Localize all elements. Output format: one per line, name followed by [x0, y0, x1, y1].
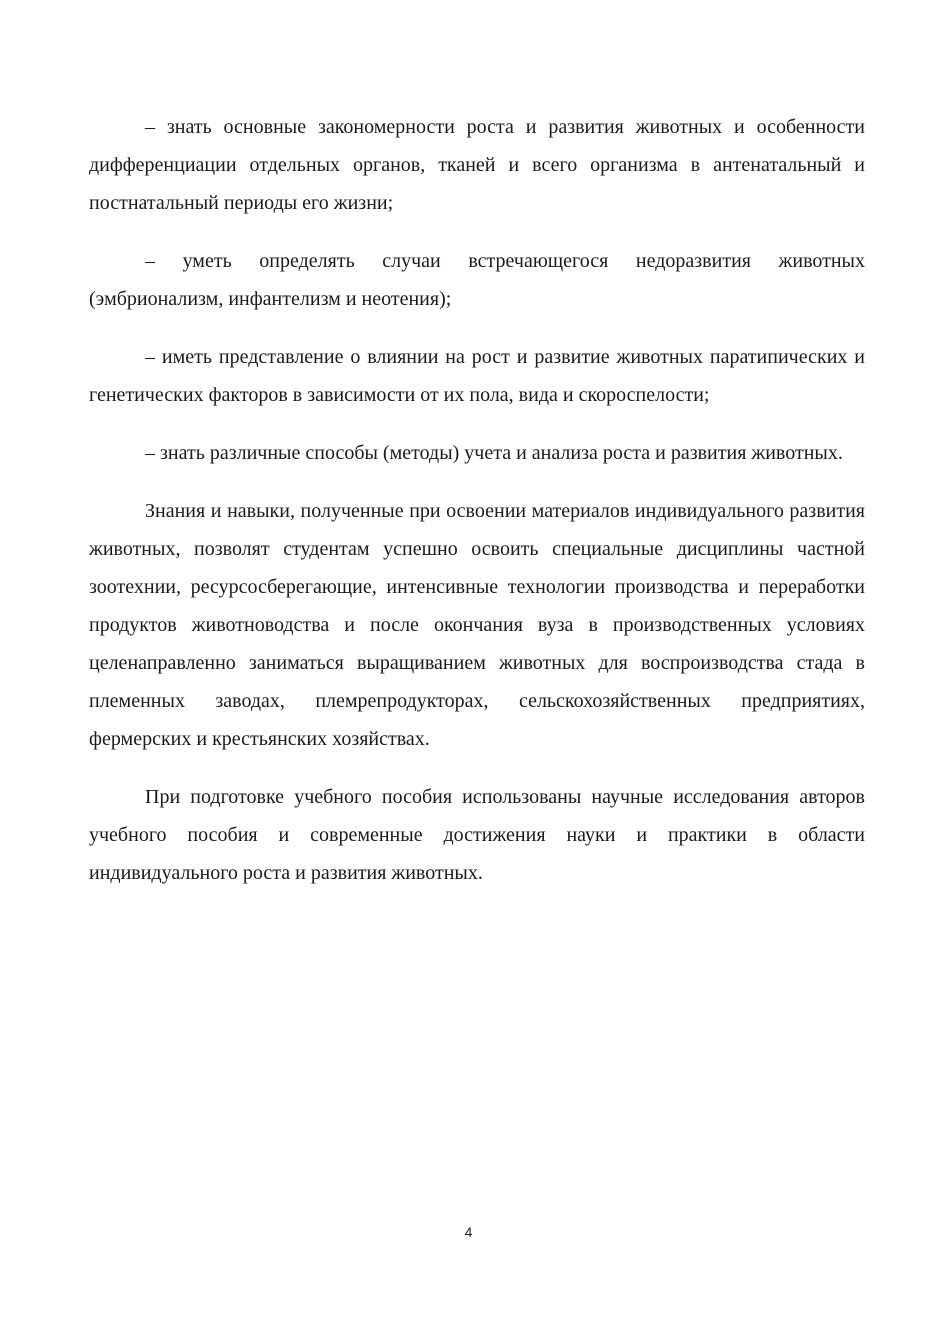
paragraph-preparation: При подготовке учебного пособия использованы научные исследования авторов учебного пособия и современные достижения науки и практики в области индивидуального роста и развития животных.	[89, 786, 865, 884]
paragraph-objective-patterns: – знать основные закономерности роста и развития животных и особенности дифференциации отдельных органов, тканей и всего организма в антенатальный и постнатальный периоды его жизни;	[89, 116, 865, 214]
page-body	[89, 108, 865, 912]
paragraph-knowledge-skills: Знания и навыки, полученные при освоении материалов индивидуального развития животных, позволят студентам успешно освоить специальные дисциплины частной зоотехнии, ресурсосберегающие, интенсивные технологии производства и переработки продуктов животноводства и после окончания вуза в производственных условиях целенаправленно заниматься выращиванием животных для воспроизводства стада в племенных заводах, племрепродукторах, сельскохозяйственных предприятиях, фермерских и крестьянских хозяйствах.	[89, 500, 865, 750]
paragraph-objective-underdevelopment: – уметь определять случаи встречающегося недоразвития животных (эмбрионализм, инфантелизм и неотения);	[89, 250, 865, 310]
paragraph-objective-methods: – знать различные способы (методы) учета и анализа роста и развития животных.	[145, 442, 843, 464]
paragraph-objective-factors: – иметь представление о влиянии на рост и развитие животных паратипических и генетических факторов в зависимости от их пола, вида и скороспелости;	[89, 346, 865, 406]
page-number: 4	[464, 1224, 473, 1240]
